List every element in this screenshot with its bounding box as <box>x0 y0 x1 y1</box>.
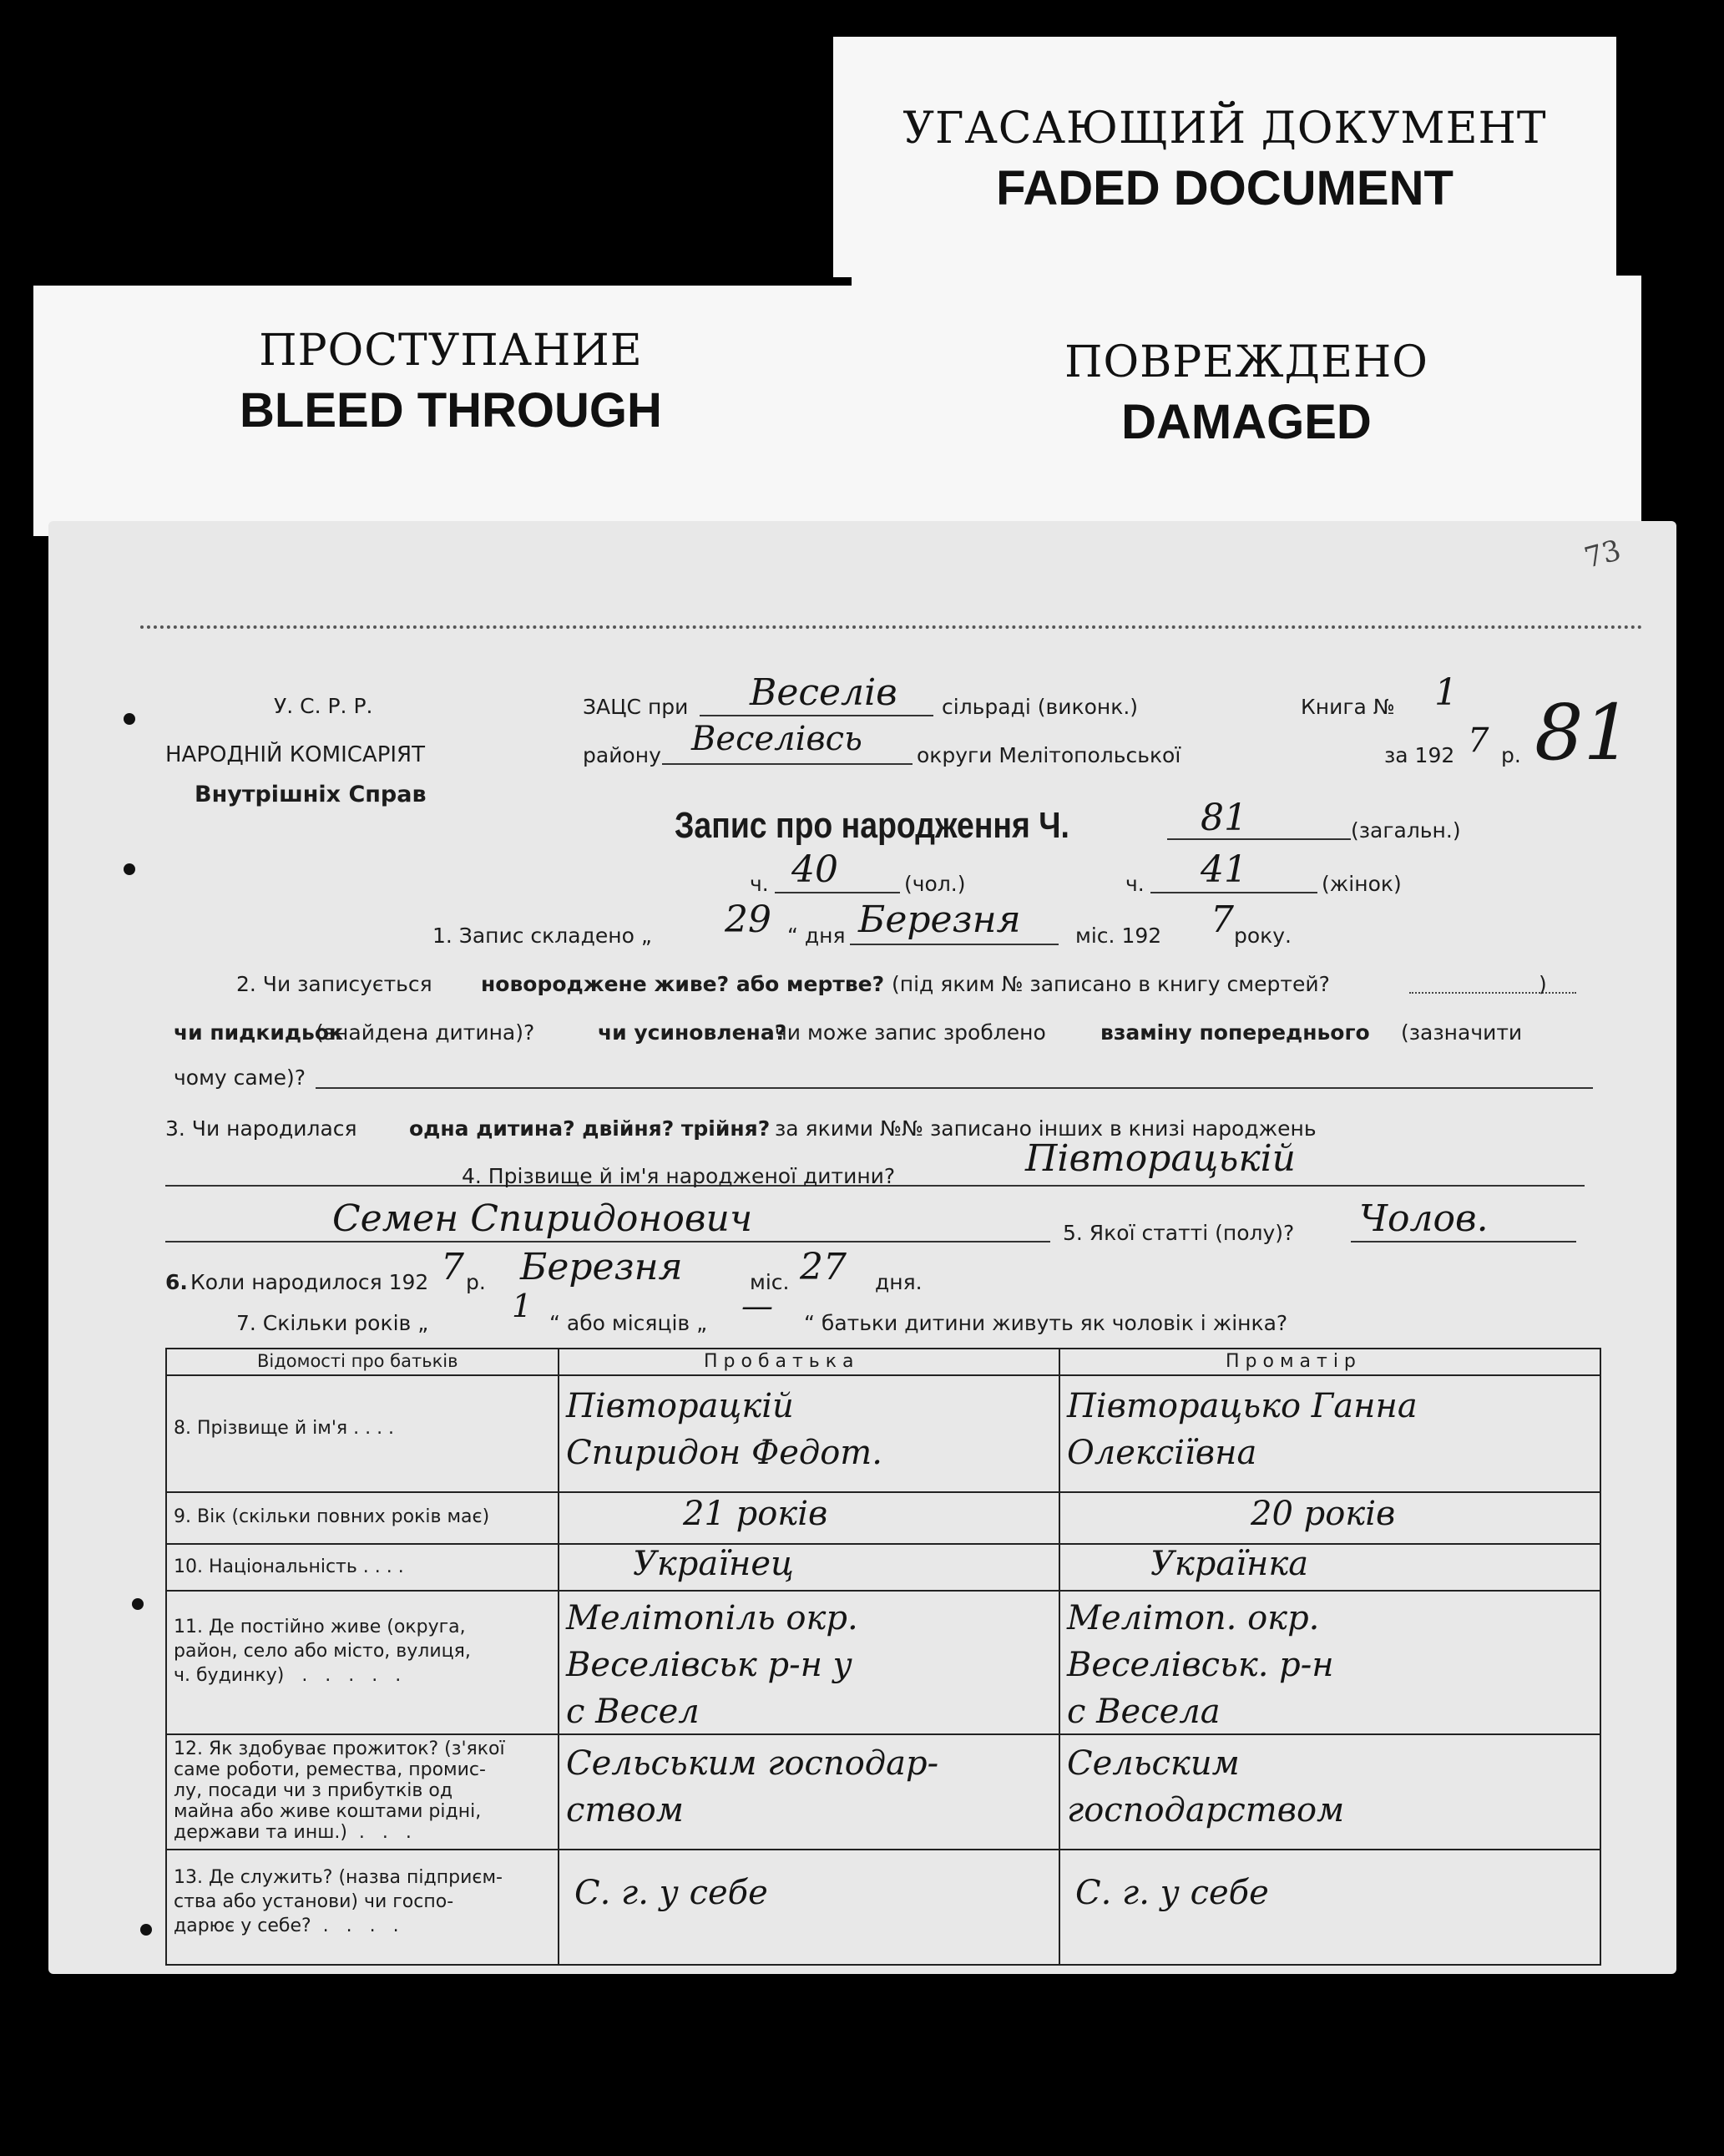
fill-line <box>1409 992 1576 994</box>
birth-year: 7 <box>441 1246 464 1288</box>
item3-rest: за якими №№ записано інших в книзі народжень <box>775 1116 1317 1141</box>
male-count: 40 <box>791 848 838 891</box>
item6-label: Коли народилося 192 <box>190 1270 429 1294</box>
table-rule <box>1059 1348 1060 1966</box>
item2-foundling-note: (знайдена дитина)? <box>316 1020 535 1045</box>
mother-nationality: Українка <box>1150 1545 1309 1583</box>
child-surname: Півторацькій <box>1025 1137 1297 1180</box>
father-workplace: С. г. у себе <box>574 1874 768 1912</box>
year-hand: 7 <box>1468 721 1489 760</box>
fill-line <box>165 1241 1050 1242</box>
zags-village: Веселів <box>750 671 897 714</box>
item6-num: 6. <box>165 1270 188 1294</box>
usrr-heading: У. С. Р. Р. <box>274 694 373 718</box>
item2-why: чому саме)? <box>174 1065 306 1090</box>
item5-label: 5. Якої статті (полу)? <box>1063 1221 1295 1245</box>
father-nationality: Українец <box>633 1545 794 1583</box>
mother-workplace: С. г. у себе <box>1075 1874 1269 1912</box>
table-rule <box>1600 1348 1601 1966</box>
item7-a: 7. Скільки років „ <box>236 1311 429 1335</box>
binding-hole <box>124 713 135 725</box>
item7-years: 1 <box>512 1288 533 1324</box>
fill-line <box>775 892 900 893</box>
mother-age: 20 років <box>1251 1495 1396 1533</box>
father-name: Півторацкій Спиридон Федот. <box>566 1387 882 1472</box>
father-livelihood: Сельським господар- ством <box>566 1744 939 1830</box>
damaged-label <box>852 276 1641 536</box>
commissariat-heading: НАРОДНІЙ КОМІСАРІЯТ <box>165 742 425 767</box>
item2-instead: взаміну попереднього <box>1100 1020 1370 1045</box>
item2-may: чи може запис зроблено <box>775 1020 1046 1045</box>
rayon-name: Веселівсь <box>691 720 862 758</box>
record-number: 81 <box>1201 797 1247 839</box>
binding-hole <box>140 1924 152 1936</box>
faded-label-ru: УГАСАЮЩИЙ ДОКУМЕНТ <box>902 104 1547 154</box>
table-rule <box>165 1491 1601 1493</box>
table-rule <box>165 1590 1601 1592</box>
item2-close: ) <box>1539 972 1547 996</box>
row-label-residence: 11. Де постійно живе (округа, район, село або місто, вулиця, ч. будинку) . . . . . <box>174 1617 471 1686</box>
item1-roku: року. <box>1234 924 1292 948</box>
item6-r: р. <box>466 1270 486 1294</box>
faded-label-en: FADED DOCUMENT <box>996 161 1454 215</box>
item1-month: Березня <box>858 898 1021 941</box>
internal-affairs-heading: Внутрішніх Справ <box>195 782 427 807</box>
child-sex: Чолов. <box>1359 1197 1489 1240</box>
item4-label: 4. Прізвище й ім'я народженої дитини? <box>462 1164 896 1188</box>
item2-bold: новороджене живе? або мертве? <box>481 972 885 996</box>
table-rule <box>165 1849 1601 1850</box>
item1-mis: міс. 192 <box>1075 924 1162 948</box>
book-label: Книга № <box>1301 695 1395 719</box>
okrug-text: округи Мелітопольської <box>917 743 1181 767</box>
row-label-livelihood: 12. Як здобуває прожиток? (з'якої саме роботи, ремества, промис- лу, посади чи з прибутків од майна або живе коштами рідні, держави та инш.) . . . <box>174 1738 505 1843</box>
birth-day: 27 <box>800 1246 847 1288</box>
item3-bold: одна дитина? двійня? трійня? <box>409 1116 771 1141</box>
birth-record-sheet <box>48 521 1676 1974</box>
ch-label: ч. <box>750 872 769 896</box>
year-label: за 192 <box>1384 743 1455 767</box>
item7-months: — <box>741 1288 773 1324</box>
faded-document-label <box>833 37 1616 277</box>
item1-dnya: “ дня <box>787 924 846 948</box>
item6-mis: міс. <box>750 1270 790 1294</box>
item2-foundling: чи пидкидьок <box>174 1020 343 1045</box>
page-number: 73 <box>1580 534 1625 575</box>
father-residence: Мелітопіль окр. Веселівськ р-н у с Весел <box>566 1599 858 1731</box>
general-label: (загальн.) <box>1351 818 1461 843</box>
silradi-text: сільраді (виконк.) <box>942 695 1139 719</box>
row-label-workplace: 13. Де служить? (назва підприєм- ства або установи) чи госпо- дарює у себе? . . . . <box>174 1867 503 1936</box>
row-label-age: 9. Вік (скільки повних років має) <box>174 1506 490 1527</box>
mother-residence: Мелітоп. окр. Веселівськ. р-н с Весела <box>1067 1599 1334 1731</box>
corner-record-number: 81 <box>1534 688 1633 777</box>
bleed-through-label <box>33 286 868 536</box>
damaged-label-ru: ПОВРЕЖДЕНО <box>1064 337 1428 387</box>
mother-name: Півторацько Ганна Олексіївна <box>1067 1387 1418 1472</box>
fill-line <box>1150 892 1317 893</box>
item2-rest: (під яким № записано в книгу смертей? <box>892 972 1330 996</box>
table-rule <box>165 1374 1601 1376</box>
item3-num: 3. Чи народилася <box>165 1116 357 1141</box>
binding-hole <box>124 863 135 875</box>
item1-prefix: 1. Запис складено „ <box>432 924 652 948</box>
fill-line <box>1351 1241 1576 1242</box>
fill-line <box>700 715 933 716</box>
item2-num: 2. Чи записується <box>236 972 432 996</box>
header-mother: П р о м а т і р <box>1226 1351 1356 1372</box>
row-label-nationality: 10. Національність . . . . <box>174 1556 404 1577</box>
father-age: 21 років <box>683 1495 828 1533</box>
item7-b: “ або місяців „ <box>549 1311 708 1335</box>
fill-line <box>662 763 913 765</box>
bleed-label-ru: ПРОСТУПАНИЕ <box>259 326 643 376</box>
item1-year: 7 <box>1211 898 1234 941</box>
fill-line <box>316 1087 1593 1089</box>
year-suffix: р. <box>1501 743 1521 767</box>
fill-line <box>850 944 1059 945</box>
item1-day: 29 <box>725 898 771 941</box>
book-number: 1 <box>1434 671 1458 714</box>
perforation-line <box>140 625 1643 629</box>
table-rule <box>165 1543 1601 1545</box>
row-label-name: 8. Прізвище й ім'я . . . . <box>174 1418 395 1439</box>
item2-note: (зазначити <box>1401 1020 1523 1045</box>
table-rule <box>165 1964 1601 1966</box>
record-title: Запис про народження Ч. <box>675 805 1069 846</box>
header-info: Відомості про батьків <box>257 1351 458 1371</box>
female-label: (жінок) <box>1322 872 1402 896</box>
item6-dnya: дня. <box>875 1270 923 1294</box>
table-rule <box>558 1348 559 1966</box>
rayon-prefix: району <box>583 743 661 767</box>
female-count: 41 <box>1201 848 1247 891</box>
ch-label: ч. <box>1125 872 1145 896</box>
item2-adopted: чи усиновлена? <box>598 1020 787 1045</box>
mother-livelihood: Сельским господарством <box>1067 1744 1345 1830</box>
child-name: Семен Спиридонович <box>332 1197 753 1240</box>
zags-prefix: ЗАЦС при <box>583 695 689 719</box>
parents-table <box>165 1348 1601 1966</box>
fill-line <box>1167 838 1351 840</box>
table-rule <box>165 1733 1601 1735</box>
birth-month: Березня <box>520 1246 683 1288</box>
bleed-label-en: BLEED THROUGH <box>240 383 662 438</box>
male-label: (чол.) <box>904 872 966 896</box>
header-father: П р о б а т ь к а <box>704 1351 854 1372</box>
damaged-label-en: DAMAGED <box>1121 395 1372 449</box>
binding-hole <box>132 1598 144 1610</box>
table-rule <box>165 1348 167 1966</box>
item7-c: “ батьки дитини живуть як чоловік і жінка? <box>804 1311 1288 1335</box>
